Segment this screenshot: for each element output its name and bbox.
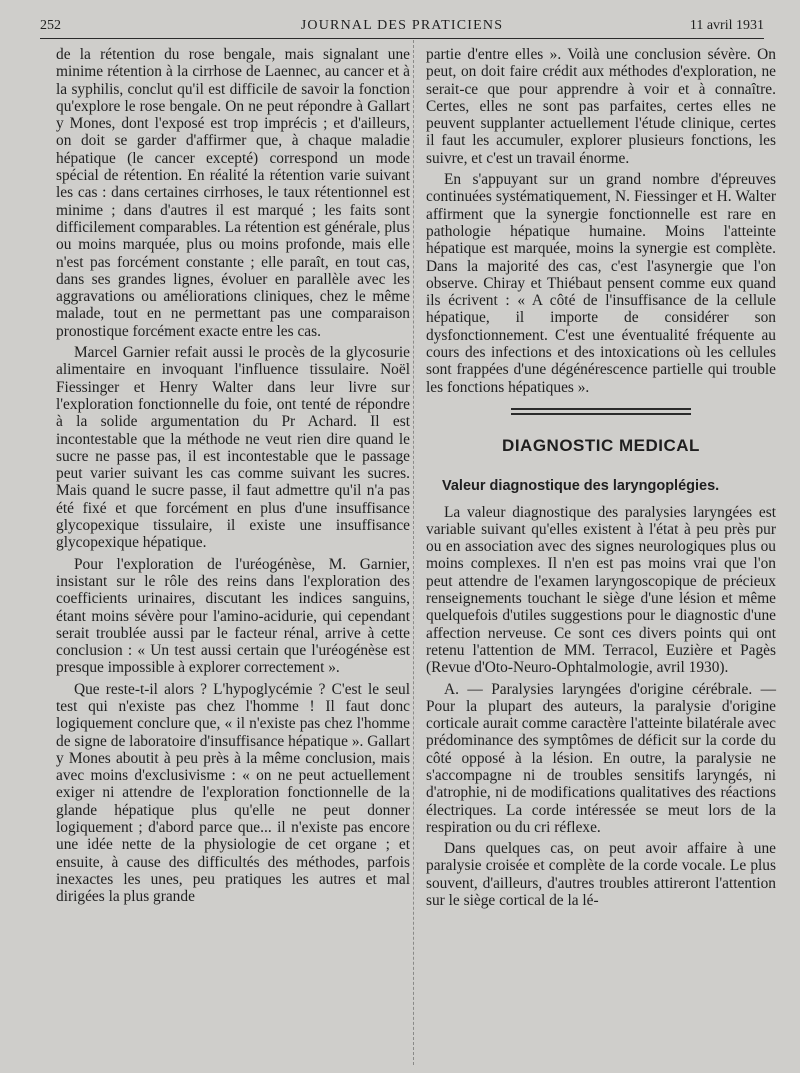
right-paragraph-5: Dans quelques cas, on peut avoir affaire à une paralysie croisée et complète de la corde vocale. Le plus souvent, d'ailleurs, d'autres troubles attireront l'attention sur le siège cortical de la lé- (426, 840, 776, 910)
section-rule (511, 408, 691, 415)
right-paragraph-3: La valeur diagnostique des paralysies laryngées est variable suivant qu'elles existent à l'état à peu près pur ou en association avec des signes neurologiques plus ou moins complexes. Il n'en est pas moins vrai que l'on peut attendre de l'examen laryngoscopique de précieux renseignements touchant le siège d'une lésion et même quelquefois d'utiles suggestions pour le diagnostic d'une affection nerveuse. Ce sont ces divers points qui ont retenu l'attention de MM. Terracol, Euzière et Pagès (Revue d'Oto-Neuro-Ophtalmologie, avril 1930). (426, 503, 776, 677)
page-number: 252 (40, 18, 61, 33)
column-divider (413, 40, 414, 1065)
section-title: DIAGNOSTIC MEDICAL (502, 435, 700, 455)
left-paragraph-3: Pour l'exploration de l'uréogénèse, M. Garnier, insistant sur le rôle des reins dans l'exploration des coefficients urinaires, discutant les indices sanguins, étant moins sévère pour l'amino-acidurie, qui cependant serait troublée aussi par le facteur rénal, arrive à cette conclusion : « Un test aussi certain que l'uréogénèse est presque impossible à explorer correctement ». (56, 555, 410, 677)
left-paragraph-1: de la rétention du rose bengale, mais signalant une minime rétention à la cirrhose de Laennec, au cancer et à la syphilis, conclut qu'il est difficile de savoir la fonction qu'explore le rose bengale. On ne peut répondre à Gallart y Mones, dont l'exposé est trop imprécis ; et d'ailleurs, on doit se garder d'affirmer que, à chaque maladie hépatique (le cancer excepté) correspond un mode spécial de rétention. En réalité la rétention varie suivant les cas : dans certaines cirrhoses, le taux rétentionnel est minime ; dans d'autres il est marqué ; les faits sont difficilement comparables. La rétention est générale, plus ou moins marquée, plus ou moins profonde, mais elle n'est pas forcément constante ; elle paraît, en tout cas, dans ses grandes lignes, évoluer en parallèle avec les aggravations ou améliorations cliniques, chez le même malade, tout en ne permettant pas une comparaison pronostique forcément exacte entre les cas. (56, 46, 410, 340)
right-paragraph-2: En s'appuyant sur un grand nombre d'épreuves continuées systématiquement, N. Fiessinger et H. Walter affirment que la synergie fonctionnelle est rare en pathologie hépatique humaine. Moins l'atteinte hépatique est marquée, moins la synergie est complète. Dans la majorité des cas, c'est l'asynergie que l'on observe. Chiray et Thiébaut pensent comme eux quand ils écrivent : « A côté de l'insuffisance de la cellule hépatique, il importe de considérer son dysfonctionnement. C'est une éventualité fréquente au cours des infections et des intoxications où les cellules sont frappées d'une dégénérescence partielle qui trouble les fonctions hépatiques ». (426, 171, 776, 396)
left-paragraph-2: Marcel Garnier refait aussi le procès de la glycosurie alimentaire en invoquant l'influence tissulaire. Noël Fiessinger et Henry Walter dans leur livre sur l'exploration fonctionnelle du foie, ont tenté de répondre à la solide argumentation du Pr Achard. Il est incontestable que la méthode ne veut rien dire quand le sucre ne passe pas, il est incontestable que le passage peut varier suivant les cas comme suivant les sucres. Mais quand le sucre passe, il faut admettre qu'il n'a pas été fixé et que forcément en plus d'une insuffisance glycopexique tissulaire, il existe une insuffisance glycopexique hépatique. (56, 344, 410, 552)
right-column (426, 46, 776, 913)
left-paragraph-4: Que reste-t-il alors ? L'hypoglycémie ? C'est le seul test qui n'existe pas chez l'homme ! Il faut donc logiquement conclure que, « il n'existe pas chez l'homme de signe de laboratoire d'insuffisance hépatique ». Gallart y Mones aboutit à peu près à la même conclusion, mais avec moins d'exclusivisme : « on ne peut actuellement exiger ni attendre de l'exploration fonctionnelle de la glande hépatique plus qu'elle ne peut donner logiquement ; d'abord parce que... il n'existe pas encore une idée nette de la physiologie de cet organe ; et ensuite, à cause des difficultés des méthodes, parfois inexactes les unes, peu pratiques les autres et mal dirigées la plus grande (56, 680, 410, 906)
issue-date: 11 avril 1931 (689, 18, 764, 33)
page-header (40, 12, 764, 39)
right-paragraph-1: partie d'entre elles ». Voilà une conclusion sévère. On peut, on doit faire crédit aux méthodes d'exploration, ne serait-ce que pour apprendre à voir et à connaître. Certes, elles ne sont pas parfaites, certes elles ne peuvent supplanter actuellement l'étude clinique, certes il faut les accumuler, explorer plusieurs fonctions, les suivre, et c'est un travail énorme. (426, 46, 776, 167)
left-column (56, 46, 410, 910)
article-subheading: Valeur diagnostique des laryngoplégies. (442, 478, 720, 495)
journal-title: JOURNAL DES PRATICIENS (300, 18, 504, 33)
right-paragraph-4: A. — Paralysies laryngées d'origine cérébrale. — Pour la plupart des auteurs, la paralysie d'origine corticale aurait comme caractère l'atteinte bilatérale avec prédominance des symptômes de déficit sur la corde du côté opposé à la lésion. En outre, la paralysie ne s'accompagne ni de troubles sensitifs laryngés, ni d'atrophie, ni de modifications qualitatives des réactions électriques. La corde intéressée se meut lors de la respiration ou du cri réflexe. (426, 680, 776, 836)
